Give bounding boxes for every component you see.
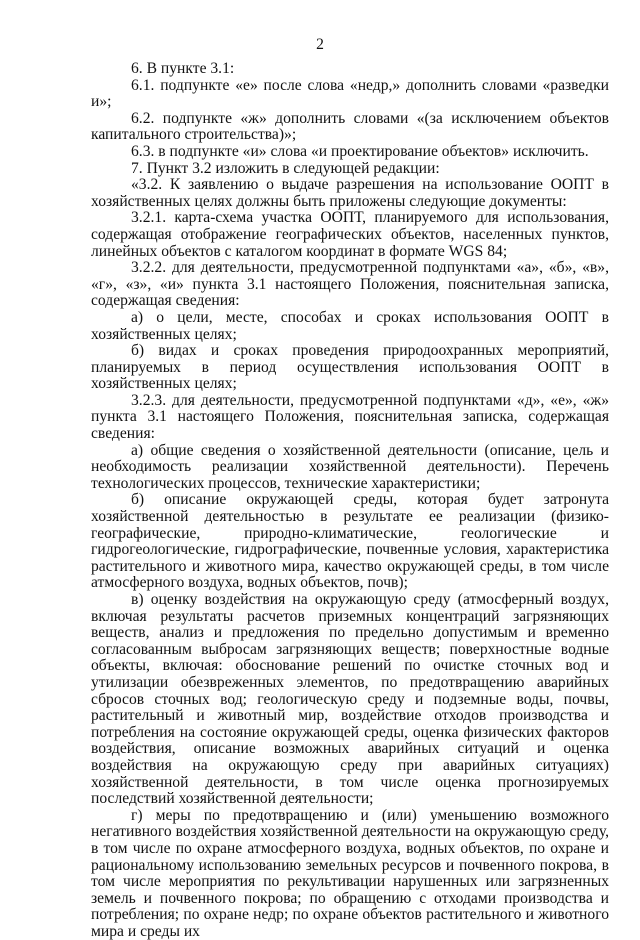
paragraph-amendment-7: 7. Пункт 3.2 изложить в следующей редакции: [131, 159, 440, 177]
paragraph-6-1: 6.1. подпункте «е» после слова «недр,» дополнить словами «разведки и»; [91, 76, 609, 111]
paragraph-3-2-3: 3.2.3. для деятельности, предусмотренной подпунктами «д», «е», «ж» пункта 3.1 настоящего Положения, пояснительная записка, содержащая сведения: [91, 391, 609, 443]
document-body [91, 61, 609, 940]
page-number: 2 [316, 36, 324, 53]
paragraph-3-2-3-g: г) меры по предотвращению и (или) уменьшению возможного негативного воздействия хозяйственной деятельности на окружающую среду, в том числе по охране атмосферного воздуха, водных объектов, по охране и рациональному использованию земельных ресурсов и почвенного покрова, в том числе мероприятия по рекультивации нарушенных или загрязненных земель и почвенного покрова; по обращению с отходами производства и потребления; по охране недр; по охране объектов растительного и животного мира и среды их [91, 806, 609, 940]
paragraph-3-2-1: 3.2.1. карта-схема участка ООПТ, планируемого для использования, содержащая отображение географических объектов, населенных пунктов, линейных объектов с каталогом координат в формате WGS 84; [91, 209, 609, 260]
paragraph-3-2-3-b: б) описание окружающей среды, которая будет затронута хозяйственной деятельностью в результате ее реализации (физико-географические, природно-климатические, геологические и гидрогеологические, гидрографические, почвенные условия, характеристика растительного и животного мира, качество окружающей среды, в том числе атмосферного воздуха, водных объектов, почв); [91, 491, 609, 592]
paragraph-3-2-2: 3.2.2. для деятельности, предусмотренной подпунктами «а», «б», «в», «г», «з», «и» пункта 3.1 настоящего Положения, пояснительная записка, содержащая сведения: [91, 259, 609, 310]
paragraph-3-2-3-a: а) общие сведения о хозяйственной деятельности (описание, цель и необходимость реализации хозяйственной деятельности). Перечень технологических процессов, технические характеристики; [91, 441, 609, 492]
paragraph-6-2: 6.2. подпункте «ж» дополнить словами «(за исключением объектов капитального строительства)»; [91, 109, 609, 144]
paragraph-6-3: 6.3. в подпункте «и» слова «и проектирование объектов» исключить. [131, 142, 589, 160]
paragraph-amendment-6: 6. В пункте 3.1: [131, 60, 235, 77]
paragraph-3-2: «3.2. К заявлению о выдаче разрешения на использование ООПТ в хозяйственных целях должны быть приложены следующие документы: [91, 176, 609, 210]
paragraph-3-2-3-v: в) оценку воздействия на окружающую среду (атмосферный воздух, включая результаты расчетов приземных концентраций загрязняющих веществ, анализ и предложения по предельно допустимым и временно согласованным выбросам загрязняющих веществ; поверхностные водные объекты, включая: обоснование решений по очистке сточных вод и утилизации обезвреженных элементов, по предотвращению аварийных сбросов сточных вод; геологическую среду и подземные воды, почвы, растительный и животный мир, воздействие отходов производства и потребления на состояние окружающей среды, оценка физических факторов воздействия, описание возможных аварийных ситуаций и оценка воздействия на окружающую среду при аварийных ситуациях) хозяйственной деятельности, в том числе оценка прогнозируемых последствий хозяйственной деятельности; [91, 591, 609, 808]
paragraph-3-2-2-a: а) о цели, месте, способах и сроках использования ООПТ в хозяйственных целях; [91, 308, 609, 343]
paragraph-3-2-2-b: б) видах и сроках проведения природоохранных мероприятий, планируемых в период осуществления использования ООПТ в хозяйственных целях; [91, 342, 609, 393]
